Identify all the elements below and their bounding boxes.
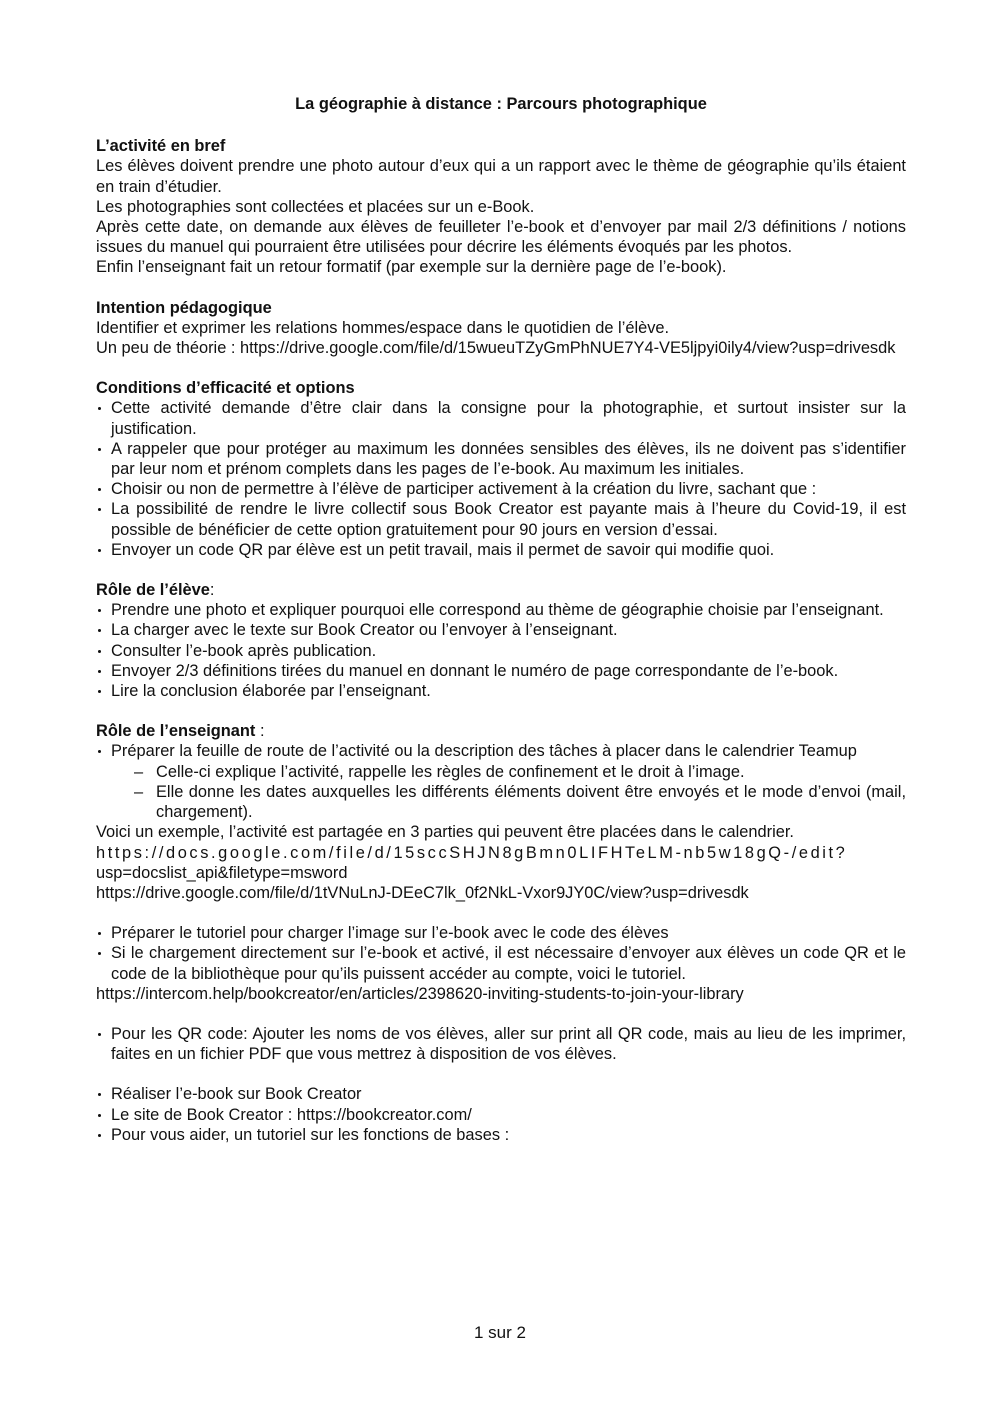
document-page — [96, 94, 906, 1145]
paragraph: Les élèves doivent prendre une photo autour d’eux qui a un rapport avec le thème de géographie qu’ils étaient en train d’étudier. — [96, 157, 906, 196]
example-link-drive[interactable]: https://drive.google.com/file/d/1tVNuLnJ-DEeC7lk_0f2NkL-Vxor9JY0C/view?usp=drivesdk — [96, 883, 749, 902]
heading-suffix: : — [209, 581, 215, 600]
list-item: Choisir ou non de permettre à l’élève de participer activement à la création du livre, sachant que : — [96, 479, 906, 499]
list-item: Cette activité demande d’être clair dans la consigne pour la photographie, et surtout insister sur la justification. — [96, 398, 906, 438]
heading-suffix: : — [255, 722, 265, 741]
sub-list-item: – Elle donne les dates auxquelles les différents éléments doivent être envoyés et le mode d’envoi (mail, chargement). — [156, 782, 906, 822]
section-heading-line — [96, 580, 906, 600]
section-heading: Intention pédagogique — [96, 298, 272, 317]
paragraph: Voici un exemple, l’activité est partagée en 3 parties qui peuvent être placées dans le calendrier. — [96, 823, 794, 842]
dash-list — [96, 762, 906, 823]
bullet-list — [96, 398, 906, 560]
bullet-list — [96, 741, 906, 761]
bullet-list — [96, 1024, 906, 1064]
tutorial-link[interactable]: https://intercom.help/bookcreator/en/articles/2398620-inviting-students-to-join-your-library — [96, 984, 744, 1003]
theory-link[interactable]: Un peu de théorie : https://drive.google.com/file/d/15wueuTZyGmPhNUE7Y4-VE5ljpyi0ily4/view?usp=drivesdk — [96, 339, 896, 358]
bullet-list — [96, 600, 906, 701]
bullet-list — [96, 1084, 906, 1145]
list-item: La charger avec le texte sur Book Creator ou l’envoyer à l’enseignant. — [96, 620, 906, 640]
section-heading: Conditions d’efficacité et options — [96, 379, 355, 398]
list-item: Préparer le tutoriel pour charger l’image sur l’e-book avec le code des élèves — [96, 923, 906, 943]
sub-list-item: – Celle-ci explique l’activité, rappelle les règles de confinement et le droit à l’image. — [156, 762, 906, 782]
paragraph: Identifier et exprimer les relations hommes/espace dans le quotidien de l’élève. — [96, 318, 670, 337]
bullet-list — [96, 923, 906, 984]
list-item: Envoyer un code QR par élève est un petit travail, mais il permet de savoir qui modifie quoi. — [96, 540, 906, 560]
section-heading: Rôle de l’élève — [96, 581, 210, 600]
section-activite-en-bref — [96, 136, 906, 277]
section-heading-line — [96, 721, 906, 741]
example-link-docs-cont[interactable]: usp=docslist_api&filetype=msword — [96, 863, 348, 882]
list-item: Lire la conclusion élaborée par l’enseignant. — [96, 681, 906, 701]
example-link-docs[interactable]: https://docs.google.com/file/d/15sccSHJN8gBmn0LIFHTeLM-nb5w18gQ-/edit? — [96, 843, 848, 862]
list-item: Envoyer 2/3 définitions tirées du manuel en donnant le numéro de page correspondante de l’e-book. — [96, 661, 906, 681]
section-role-eleve — [96, 580, 906, 701]
list-item: Le site de Book Creator : https://bookcreator.com/ — [96, 1105, 906, 1125]
paragraph: Après cette date, on demande aux élèves de feuilleter l’e-book et d’envoyer par mail 2/3 définitions / notions issues du manuel qui pourraient être utilisées pour décrire les éléments évoqués par les photos. — [96, 218, 906, 257]
list-item: La possibilité de rendre le livre collectif sous Book Creator est payante mais à l’heure du Covid-19, il est possible de bénéficier de cette option gratuitement pour 90 jours en version d’essai. — [96, 499, 906, 539]
list-item: Consulter l’e-book après publication. — [96, 641, 906, 661]
list-item: Préparer la feuille de route de l’activité ou la description des tâches à placer dans le calendrier Teamup — [96, 741, 906, 761]
list-item: A rappeler que pour protéger au maximum les données sensibles des élèves, ils ne doivent pas s’identifier par leur nom et prénom complets dans les pages de l’e-book. Au maximum les initiales. — [96, 439, 906, 479]
paragraph: Les photographies sont collectées et placées sur un e-Book. — [96, 197, 535, 216]
list-item: Pour les QR code: Ajouter les noms de vos élèves, aller sur print all QR code, mais au lieu de les imprimer, faites en un fichier PDF que vous mettrez à disposition de vos élèves. — [96, 1024, 906, 1064]
document-title: La géographie à distance : Parcours photographique — [295, 95, 707, 113]
list-item: Prendre une photo et expliquer pourquoi elle correspond au thème de géographie choisie par l’enseignant. — [96, 600, 906, 620]
section-conditions — [96, 378, 906, 560]
paragraph: Enfin l’enseignant fait un retour formatif (par exemple sur la dernière page de l’e-book). — [96, 258, 727, 277]
section-heading: L’activité en bref — [96, 137, 226, 156]
section-intention-pedagogique — [96, 298, 906, 359]
section-heading: Rôle de l’enseignant — [96, 722, 256, 741]
list-item: Si le chargement directement sur l’e-book et activé, il est nécessaire d’envoyer aux élèves un code QR et le code de la bibliothèque pour qu’ils puissent accéder au compte, voici le tutoriel. — [96, 943, 906, 983]
section-role-enseignant — [96, 721, 906, 1145]
page-number: 1 sur 2 — [474, 1323, 526, 1342]
list-item: Pour vous aider, un tutoriel sur les fonctions de bases : — [96, 1125, 906, 1145]
list-item: Réaliser l’e-book sur Book Creator — [96, 1084, 906, 1104]
